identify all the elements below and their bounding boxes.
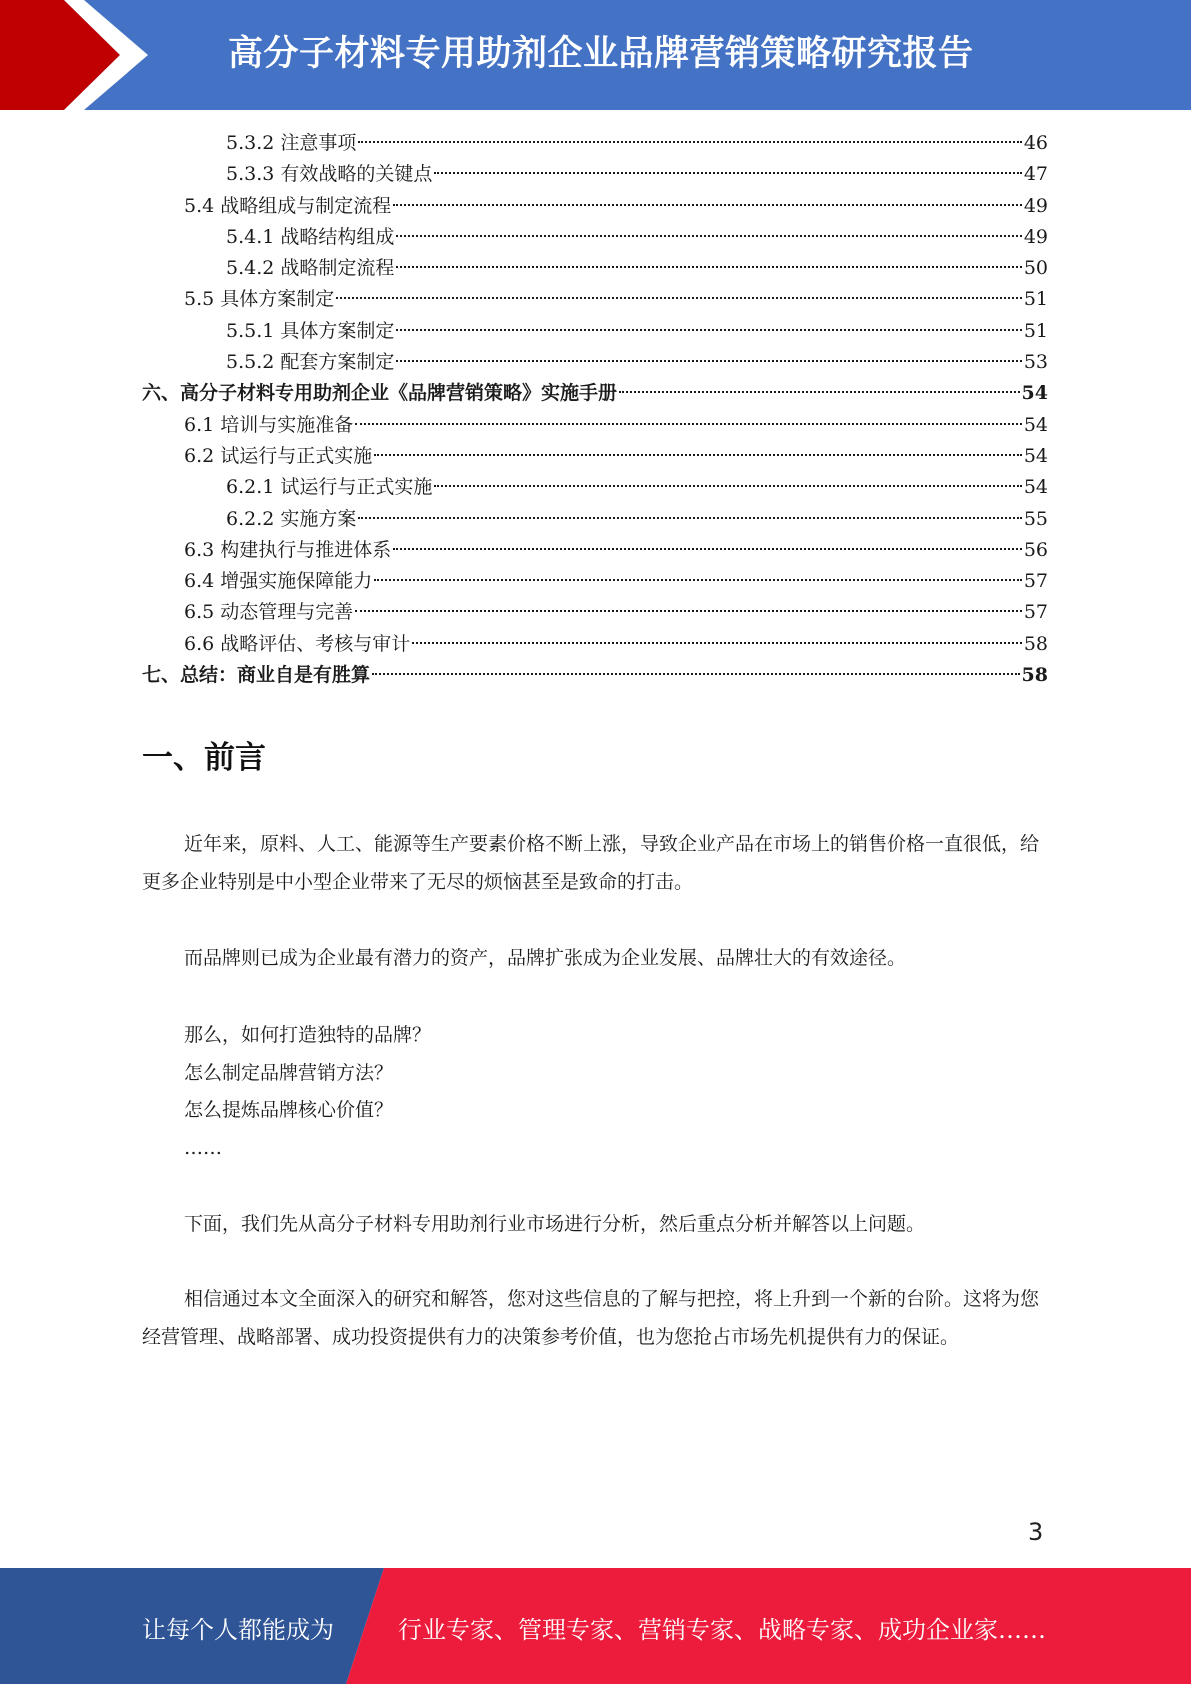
toc-dot-leader	[372, 673, 1020, 675]
toc-dot-leader	[374, 454, 1022, 456]
footer-slogan-left: 让每个人都能成为	[142, 1616, 334, 1644]
toc-entry[interactable]	[142, 441, 1048, 472]
toc-entry-label: 6.2.1 试运行与正式实施	[226, 476, 433, 499]
question-ellipsis: ……	[184, 1136, 222, 1159]
toc-dot-leader	[396, 360, 1021, 362]
toc-entry[interactable]	[142, 316, 1048, 347]
toc-dot-leader	[396, 329, 1021, 331]
toc-entry-label: 6.2.2 实施方案	[226, 507, 357, 530]
preface-paragraph-4: 相信通过本文全面深入的研究和解答，您对这些信息的了解与把控，将上升到一个新的台阶。这将为您经营管理、战略部署、成功投资提供有力的决策参考价值，也为您抢占市场先机提供有力的保证。	[142, 1288, 1040, 1348]
toc-entry[interactable]	[142, 284, 1048, 315]
question-line: 怎么提炼品牌核心价值？	[184, 1099, 394, 1121]
toc-entry-label: 5.4.1 战略结构组成	[226, 225, 395, 248]
preface-paragraph-3: 下面，我们先从高分子材料专用助剂行业市场进行分析，然后重点分析并解答以上问题。	[184, 1213, 926, 1235]
toc-dot-leader	[358, 141, 1021, 143]
toc-entry-page-number: 49	[1023, 225, 1048, 248]
toc-entry-label: 6.2 试运行与正式实施	[184, 444, 373, 467]
toc-entry-page-number: 46	[1023, 132, 1048, 154]
toc-dot-leader	[619, 391, 1020, 393]
toc-entry-page-number: 54	[1023, 413, 1048, 436]
toc-dot-leader	[374, 579, 1022, 581]
preface-paragraph-4-block	[142, 1281, 1048, 1356]
toc-entry[interactable]	[142, 159, 1048, 190]
toc-entry-page-number: 49	[1023, 194, 1048, 217]
toc-dot-leader	[412, 642, 1022, 644]
toc-entry-label: 5.4 战略组成与制定流程	[184, 194, 392, 217]
toc-dot-leader	[434, 485, 1021, 487]
toc-entry[interactable]	[142, 347, 1048, 378]
preface-paragraph-1: 近年来，原料、人工、能源等生产要素价格不断上涨，导致企业产品在市场上的销售价格一直很低，给更多企业特别是中小型企业带来了无尽的烦恼甚至是致命的打击。	[142, 833, 1040, 893]
toc-entry[interactable]	[142, 191, 1048, 222]
toc-entry[interactable]	[142, 128, 1048, 159]
toc-entry-page-number: 53	[1023, 351, 1048, 374]
page-number: 3	[1028, 1518, 1044, 1546]
toc-entry-page-number: 51	[1023, 288, 1048, 311]
toc-entry-page-number: 57	[1023, 570, 1048, 593]
page-footer	[0, 1568, 1191, 1684]
toc-dot-leader	[393, 548, 1022, 550]
preface-questions	[142, 1017, 1048, 1167]
toc-entry[interactable]	[142, 535, 1048, 566]
question-line: 怎么制定品牌营销方法？	[184, 1061, 394, 1084]
toc-dot-leader	[355, 610, 1022, 612]
toc-entry-page-number: 55	[1023, 507, 1048, 530]
footer-slogan-right: 行业专家、管理专家、营销专家、战略专家、成功企业家……	[398, 1616, 1046, 1644]
toc-entry-label: 6.6 战略评估、考核与审计	[184, 632, 411, 655]
question-line: 那么，如何打造独特的品牌？	[184, 1024, 432, 1046]
report-title: 高分子材料专用助剂企业品牌营销策略研究报告	[228, 34, 974, 74]
page-header	[0, 0, 1191, 110]
toc-entry-page-number: 51	[1023, 319, 1048, 342]
toc-entry-label: 6.3 构建执行与推进体系	[184, 538, 392, 561]
preface-paragraph-3-block	[142, 1206, 1048, 1244]
toc-entry-page-number: 58	[1023, 632, 1048, 655]
toc-entry-label: 5.3.3 有效战略的关键点	[226, 163, 433, 186]
toc-entry[interactable]	[142, 566, 1048, 597]
toc-entry-label: 六、高分子材料专用助剂企业《品牌营销策略》实施手册	[142, 382, 618, 405]
toc-entry[interactable]	[142, 597, 1048, 628]
toc-entry[interactable]	[142, 222, 1048, 253]
toc-entry-label: 6.4 增强实施保障能力	[184, 570, 373, 593]
toc-dot-leader	[358, 517, 1021, 519]
toc-entry-page-number: 50	[1023, 257, 1048, 280]
preface-paragraph-2: 而品牌则已成为企业最有潜力的资产，品牌扩张成为企业发展、品牌壮大的有效途径。	[184, 947, 907, 969]
toc-entry[interactable]	[142, 410, 1048, 441]
toc-entry-label: 5.5 具体方案制定	[184, 288, 335, 311]
toc-entry-label: 5.5.2 配套方案制定	[226, 351, 395, 374]
toc-entry-page-number: 54	[1023, 444, 1048, 467]
toc-entry[interactable]	[142, 504, 1048, 535]
toc-dot-leader	[336, 297, 1022, 299]
toc-entry-label: 5.4.2 战略制定流程	[226, 257, 395, 280]
toc-entry-label: 6.5 动态管理与完善	[184, 601, 354, 624]
toc-dot-leader	[355, 423, 1022, 425]
toc-entry-label: 5.3.2 注意事项	[226, 132, 357, 154]
toc-entry[interactable]	[142, 629, 1048, 660]
toc-dot-leader	[393, 204, 1022, 206]
toc-entry-page-number: 54	[1023, 476, 1048, 499]
table-of-contents	[142, 128, 1048, 691]
toc-entry[interactable]	[142, 253, 1048, 284]
toc-entry-label: 七、总结：商业自是有胜算	[142, 664, 371, 687]
toc-entry-label: 6.1 培训与实施准备	[184, 413, 354, 436]
toc-entry-page-number: 58	[1021, 664, 1048, 687]
toc-entry[interactable]	[142, 660, 1048, 691]
toc-dot-leader	[396, 266, 1021, 268]
section-heading-preface: 一、前言	[142, 740, 266, 776]
toc-entry[interactable]	[142, 472, 1048, 503]
preface-paragraph-1-block	[142, 826, 1048, 901]
toc-entry-page-number: 54	[1021, 382, 1048, 405]
header-arrow-decoration	[0, 0, 160, 110]
toc-dot-leader	[396, 235, 1021, 237]
preface-paragraph-2-block	[142, 940, 1048, 978]
toc-entry[interactable]	[142, 378, 1048, 409]
toc-entry-page-number: 47	[1023, 163, 1048, 186]
toc-dot-leader	[434, 172, 1021, 174]
toc-entry-page-number: 56	[1023, 538, 1048, 561]
toc-entry-label: 5.5.1 具体方案制定	[226, 319, 395, 342]
toc-entry-page-number: 57	[1023, 601, 1048, 624]
